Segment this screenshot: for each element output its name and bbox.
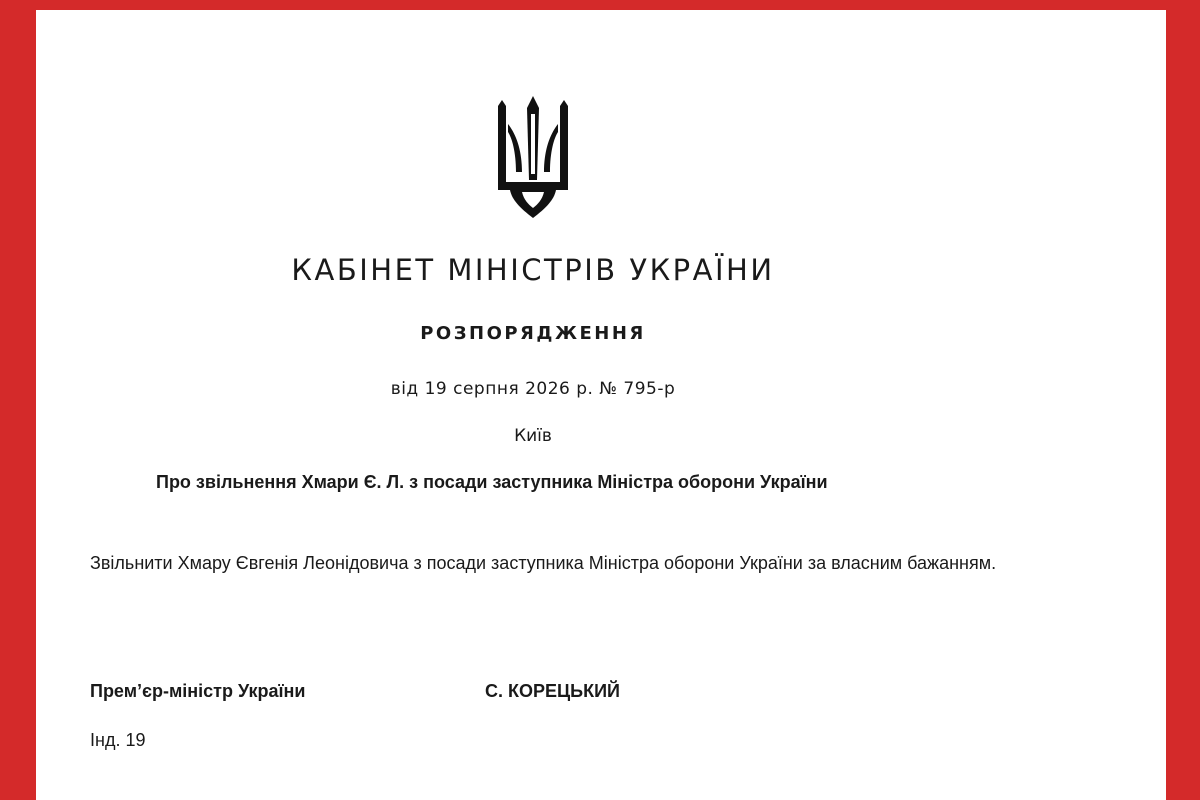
date-and-number: від 19 серпня 2026 р. № 795-р <box>390 379 676 399</box>
trident-coat-of-arms-icon <box>496 94 570 220</box>
document-body: Звільнити Хмару Євгенія Леонідовича з посади заступника Міністра оборони України за власним бажанням. <box>90 553 997 573</box>
document-subject: Про звільнення Хмари Є. Л. з посади заступника Міністра оборони України <box>156 472 828 492</box>
document-type: РОЗПОРЯДЖЕННЯ <box>420 323 646 344</box>
city: Київ <box>514 426 552 446</box>
organization-title: КАБІНЕТ МІНІСТРІВ УКРАЇНИ <box>291 253 775 287</box>
signatory-name: С. КОРЕЦЬКИЙ <box>485 681 620 701</box>
document-page <box>36 10 1166 800</box>
signatory-position: Прем’єр-міністр України <box>90 681 306 701</box>
document-index: Інд. 19 <box>90 730 146 750</box>
